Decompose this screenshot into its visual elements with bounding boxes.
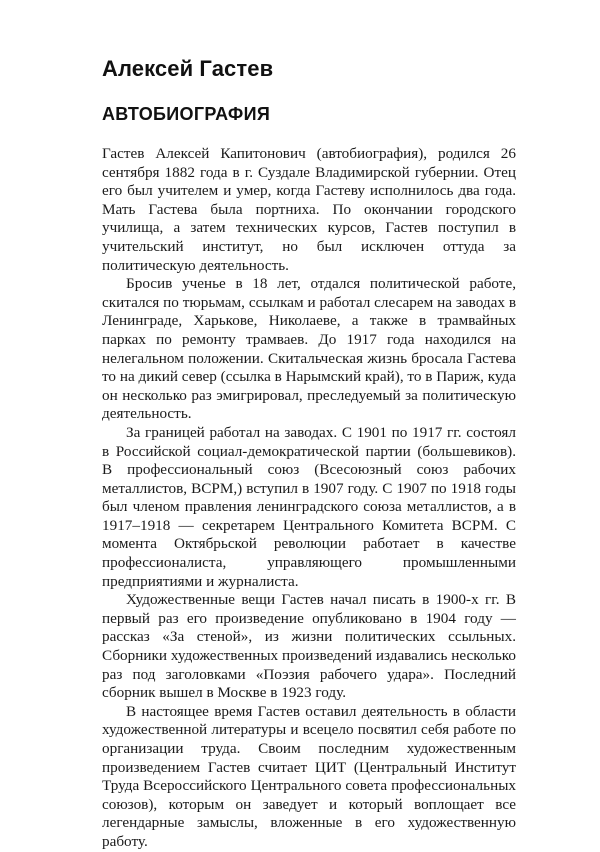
paragraph: В настоящее время Гастев оставил деятельность в области художественной литературы и всецело посвятил себя работе по организации труда. Своим последним художественным произведением Гастев считает ЦИТ (Центральный Институт Труда Всероссийского Центрального совета профессиональных союзов), которым он заведует и который воплощает все легендарные замыслы, вложенные в его художественную работу. (102, 702, 516, 850)
author-name: Алексей Гастев (102, 56, 274, 81)
paragraph: Художественные вещи Гастев начал писать в 1900-х гг. В первый раз его произведение опубликовано в 1904 году — рассказ «За стеной», из жизни политических ссыльных. Сборники художественных произведений издавались несколько раз под заголовками «Поэзия рабочего удара». Последний сборник вышел в Москве в 1923 году. (102, 591, 516, 702)
paragraph: За границей работал на заводах. С 1901 по 1917 гг. состоял в Российской социал-демократической партии (большевиков). В профессиональный союз (Всесоюзный союз рабочих металлистов, ВСРМ,) вступил в 1907 году. С 1907 по 1918 годы был членом правления ленинградского союза металлистов, а в 1917–1918 — секретарем Центрального Комитета ВСРМ. С момента Октябрьской революции работает в качестве профессионалиста, управляющего промышленными предприятиями и журналиста. (102, 423, 516, 590)
paragraph: Бросив ученье в 18 лет, отдался политической работе, скитался по тюрьмам, ссылкам и работал слесарем на заводах в Ленинграде, Харькове, Николаеве, а также в трамвайных парках по ремонту трамваев. До 1917 года находился на нелегальном положении. Скитальческая жизнь бросала Гастева то на дикий север (ссылка в Нарымский край), то в Париж, куда он несколько раз эмигрировал, преследуемый за политическую деятельность. (102, 275, 516, 423)
section-title: АВТОБИОГРАФИЯ (102, 104, 271, 124)
paragraph: Гастев Алексей Капитонович (автобиография), родился 26 сентября 1882 года в г. Суздале Владимирской губернии. Отец его был учителем и умер, когда Гастеву исполнилось два года. Мать Гастева была портниха. По окончании городского училища, а затем технических курсов, Гастев поступил в учительский институт, но был исключен оттуда за политическую деятельность. (102, 145, 516, 274)
body-text (102, 145, 516, 852)
